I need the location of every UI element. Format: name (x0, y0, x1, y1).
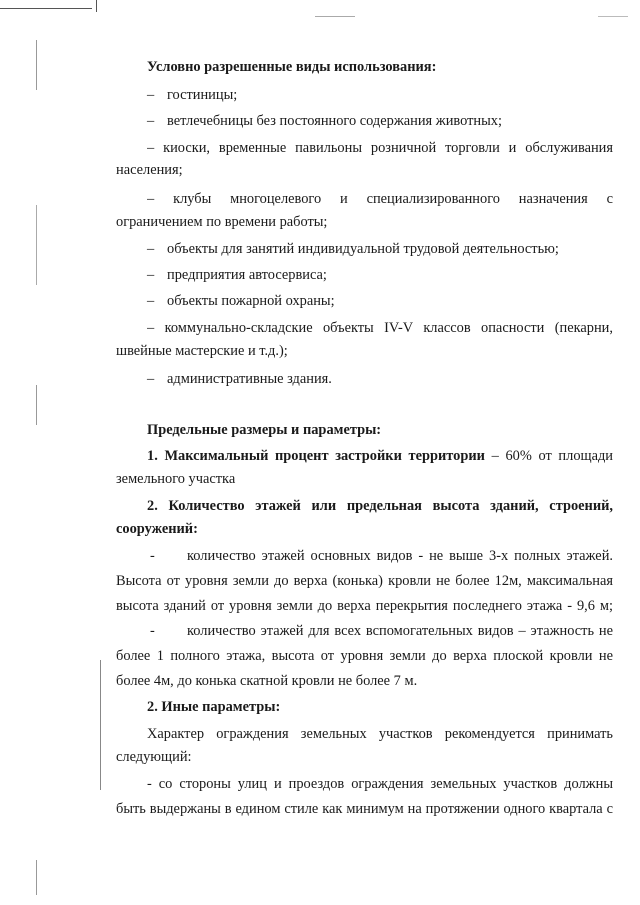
param-2a-line: высота зданий от уровня земли до верха перекрытия последнего этажа - 9,6 м; (116, 598, 613, 614)
section-heading-uses: Условно разрешенные виды использования: (147, 59, 437, 75)
list-item: – гостиницы; (147, 87, 238, 103)
list-item: – клубы многоцелевого и специализированного назначения с (147, 191, 613, 207)
param-2a-line: Высота от уровня земли до верха (конька) кровли не более 12м, максимальная (116, 573, 613, 589)
param-1-continuation: земельного участка (116, 471, 236, 487)
scan-artifact (598, 16, 628, 17)
param-2a-line: количество этажей основных видов - не выше 3-х полных этажей. (187, 548, 613, 564)
scan-artifact (0, 8, 92, 9)
scan-artifact (36, 40, 37, 90)
param-2b-line: количество этажей для всех вспомогательных видов – этажность не (187, 623, 613, 639)
list-item: – предприятия автосервиса; (147, 267, 327, 283)
list-item: – коммунально-складские объекты IV-V классов опасности (пекарни, (147, 320, 613, 336)
other-params-heading: 2. Иные параметры: (147, 699, 281, 715)
list-item: – объекты пожарной охраны; (147, 293, 335, 309)
scan-artifact (100, 660, 101, 790)
param-2-heading: 2. Количество этажей или предельная высота зданий, строений, (147, 498, 613, 514)
param-1: 1. Максимальный процент застройки территории – 60% от площади (147, 448, 613, 464)
section-heading-params: Предельные размеры и параметры: (147, 422, 382, 438)
other-params-line: Характер ограждения земельных участков рекомендуется принимать (147, 726, 613, 742)
list-item-continuation: ограничением по времени работы; (116, 214, 328, 230)
list-item: – киоски, временные павильоны розничной торговли и обслуживания (147, 140, 613, 156)
scan-artifact (36, 385, 37, 425)
list-item: – ветлечебницы без постоянного содержания животных; (147, 113, 502, 129)
sub-bullet: - (150, 548, 155, 564)
scan-artifact (315, 16, 355, 17)
sub-bullet: - (150, 623, 155, 639)
list-item-continuation: населения; (116, 162, 183, 178)
other-params-line: быть выдержаны в едином стиле как минимум на протяжении одного квартала с (116, 801, 613, 817)
param-2b-line: более 1 полного этажа, высота от уровня земли до верха плоской кровли не (116, 648, 613, 664)
list-item: – административные здания. (147, 371, 332, 387)
list-item-continuation: швейные мастерские и т.д.); (116, 343, 288, 359)
param-2-heading-continuation: сооружений: (116, 521, 198, 537)
scan-artifact (36, 205, 37, 285)
scan-artifact (36, 860, 37, 895)
param-2b-line: более 4м, до конька скатной кровли не более 7 м. (116, 673, 418, 689)
other-params-line: следующий: (116, 749, 192, 765)
scan-artifact (96, 0, 97, 12)
other-params-line: - со стороны улиц и проездов ограждения земельных участков должны (147, 776, 613, 792)
list-item: – объекты для занятий индивидуальной трудовой деятельностью; (147, 241, 559, 257)
